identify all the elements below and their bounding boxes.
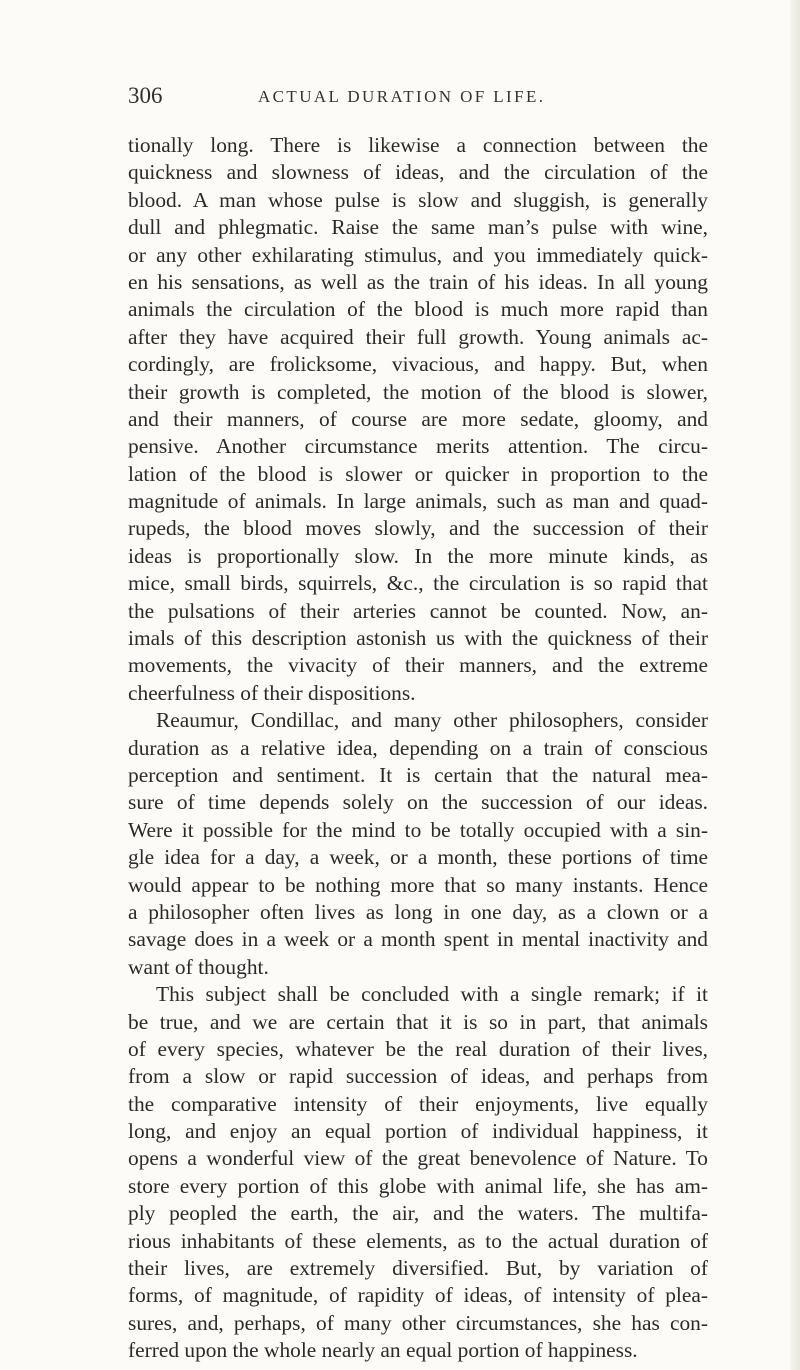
text-line: duration as a relative idea, depending on a train of conscious bbox=[128, 735, 708, 760]
text-line: want of thought. bbox=[128, 954, 269, 979]
text-line: ply peopled the earth, the air, and the waters. The multifa- bbox=[128, 1201, 708, 1226]
text-line: rupeds, the blood moves slowly, and the succession of their bbox=[128, 516, 708, 541]
text-line: lation of the blood is slower or quicker in proportion to the bbox=[128, 461, 708, 486]
text-line: tionally long. There is likewise a connection between the bbox=[128, 133, 708, 157]
body-text bbox=[128, 132, 708, 1365]
text-line: from a slow or rapid succession of ideas, and perhaps from bbox=[128, 1064, 708, 1089]
text-line: the comparative intensity of their enjoyments, live equally bbox=[128, 1091, 708, 1116]
text-line: or any other exhilarating stimulus, and you immediately quick- bbox=[128, 242, 708, 267]
text-line: Were it possible for the mind to be totally occupied with a sin- bbox=[128, 817, 708, 842]
text-line: sure of time depends solely on the succession of our ideas. bbox=[128, 790, 708, 815]
text-line: after they have acquired their full growth. Young animals ac- bbox=[128, 324, 708, 349]
text-line: dull and phlegmatic. Raise the same man’s pulse with wine, bbox=[128, 215, 708, 240]
text-line: This subject shall be concluded with a single remark; if it bbox=[156, 982, 708, 1007]
text-line: cordingly, are frolicksome, vivacious, and happy. But, when bbox=[128, 352, 708, 377]
text-line: ideas is proportionally slow. In the more minute kinds, as bbox=[128, 543, 708, 568]
text-line: long, and enjoy an equal portion of individual happiness, it bbox=[128, 1119, 708, 1144]
text-line: would appear to be nothing more that so many instants. Hence bbox=[128, 872, 708, 897]
text-line: forms, of magnitude, of rapidity of ideas, of intensity of plea- bbox=[128, 1283, 708, 1308]
text-line: savage does in a week or a month spent in mental inactivity and bbox=[128, 927, 708, 952]
text-line: the pulsations of their arteries cannot be counted. Now, an- bbox=[128, 598, 708, 623]
text-line: and their manners, of course are more sedate, gloomy, and bbox=[128, 406, 708, 431]
text-line: gle idea for a day, a week, or a month, these portions of time bbox=[128, 845, 708, 870]
text-line: their growth is completed, the motion of the blood is slower, bbox=[128, 379, 708, 404]
text-line: a philosopher often lives as long in one day, as a clown or a bbox=[128, 899, 708, 924]
text-line: be true, and we are certain that it is so in part, that animals bbox=[128, 1009, 708, 1034]
text-line: movements, the vivacity of their manners, and the extreme bbox=[128, 653, 708, 678]
page-number: 306 bbox=[128, 83, 163, 108]
text-line: blood. A man whose pulse is slow and sluggish, is generally bbox=[128, 187, 708, 212]
text-line: ferred upon the whole nearly an equal portion of happiness. bbox=[128, 1338, 638, 1363]
text-line: rious inhabitants of these elements, as to the actual duration of bbox=[128, 1228, 708, 1253]
text-line: Reaumur, Condillac, and many other philosophers, consider bbox=[156, 708, 708, 733]
running-head bbox=[128, 84, 708, 108]
text-line: their lives, are extremely diversified. But, by variation of bbox=[128, 1256, 708, 1281]
text-line: mice, small birds, squirrels, &c., the circulation is so rapid that bbox=[128, 571, 708, 596]
running-head-title: ACTUAL DURATION OF LIFE. bbox=[258, 87, 546, 106]
text-line: cheerfulness of their dispositions. bbox=[128, 680, 416, 705]
text-line: imals of this description astonish us with the quickness of their bbox=[128, 626, 708, 651]
text-line: opens a wonderful view of the great benevolence of Nature. To bbox=[128, 1146, 708, 1171]
text-line: of every species, whatever be the real duration of their lives, bbox=[128, 1036, 708, 1061]
text-line: sures, and, perhaps, of many other circumstances, she has con- bbox=[128, 1310, 708, 1335]
text-line: en his sensations, as well as the train of his ideas. In all young bbox=[128, 269, 708, 294]
text-line: store every portion of this globe with animal life, she has am- bbox=[128, 1173, 708, 1198]
text-line: quickness and slowness of ideas, and the circulation of the bbox=[128, 160, 708, 185]
text-line: animals the circulation of the blood is much more rapid than bbox=[128, 297, 708, 322]
text-line: magnitude of animals. In large animals, such as man and quad- bbox=[128, 489, 708, 514]
text-line: pensive. Another circumstance merits attention. The circu- bbox=[128, 434, 708, 459]
page-edge bbox=[790, 0, 800, 1370]
text-line: perception and sentiment. It is certain that the natural mea- bbox=[128, 762, 708, 787]
